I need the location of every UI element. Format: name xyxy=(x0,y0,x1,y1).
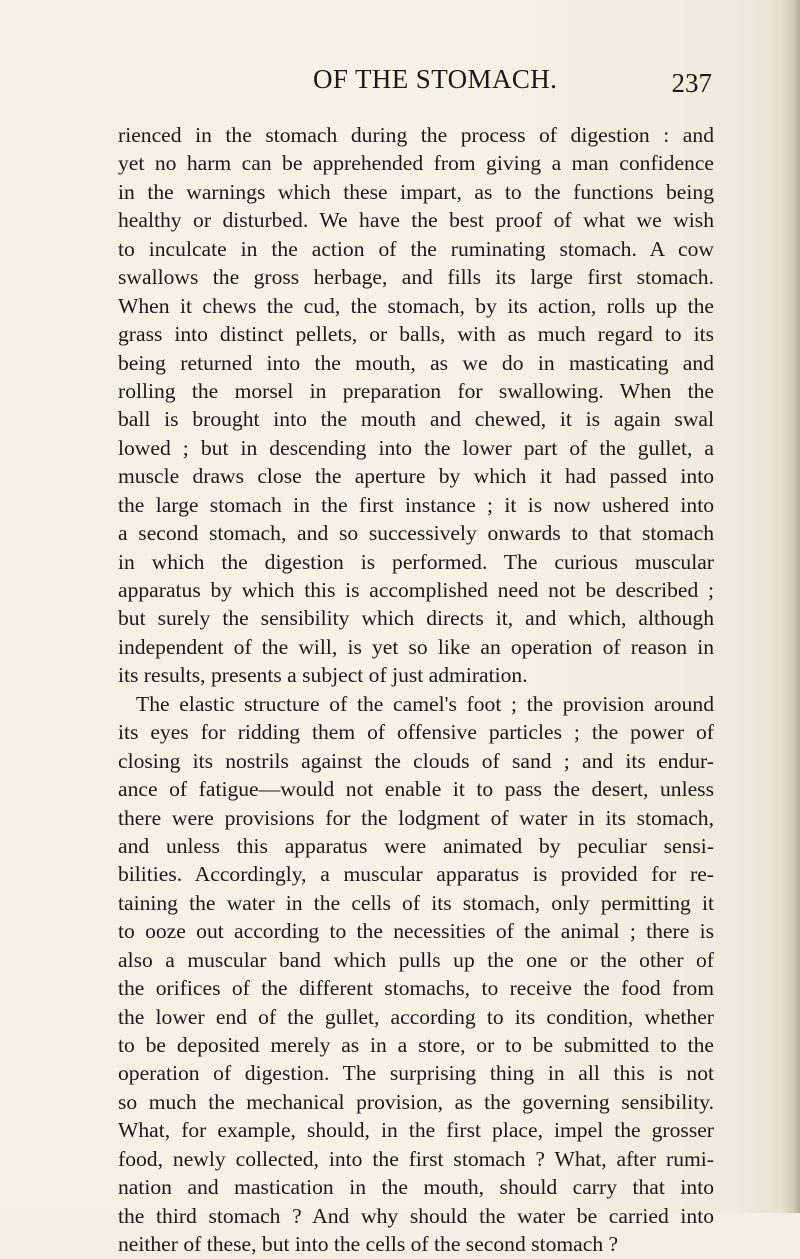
text-line: so much the mechanical provision, as the governing sensibility. xyxy=(118,1089,714,1114)
text-line: and unless this apparatus were animated by peculiar sensi- xyxy=(118,833,714,858)
text-line: yet no harm can be apprehended from giving a man confidence xyxy=(118,151,714,176)
text-line: there were provisions for the lodgment of water in its stomach, xyxy=(118,805,714,830)
text-line: its eyes for ridding them of offensive particles ; the power of xyxy=(118,720,714,745)
text-line: independent of the will, is yet so like an operation of reason in xyxy=(118,634,714,659)
text-line: ball is brought into the mouth and chewed, it is again swal xyxy=(118,407,714,432)
text-line: apparatus by which this is accomplished need not be described ; xyxy=(118,578,714,602)
paragraph-end-line: neither of these, but into the cells of the second stomach ? xyxy=(118,1232,619,1257)
text-line: grass into distinct pellets, or balls, with as much regard to its xyxy=(118,322,714,347)
running-head xyxy=(118,64,712,104)
text-line: What, for example, should, in the first place, impel the grosser xyxy=(118,1118,714,1143)
text-line: to inculcate in the action of the ruminating stomach. A cow xyxy=(118,236,714,261)
text-line: When it chews the cud, the stomach, by its action, rolls up the xyxy=(118,293,714,318)
paragraph-end-line: its results, presents a subject of just admiration. xyxy=(118,663,528,688)
text-line: also a muscular band which pulls up the one or the other of xyxy=(118,947,714,972)
text-line: in the warnings which these impart, as to the functions being xyxy=(118,179,714,204)
text-line: ance of fatigue—would not enable it to pass the desert, unless xyxy=(118,777,714,802)
text-line: swallows the gross herbage, and fills its large first stomach. xyxy=(118,265,714,290)
text-line: lowed ; but in descending into the lower part of the gullet, a xyxy=(118,435,714,460)
text-line: bilities. Accordingly, a muscular apparatus is provided for re- xyxy=(118,862,714,887)
text-line: taining the water in the cells of its stomach, only permitting it xyxy=(118,890,714,915)
text-line: nation and mastication in the mouth, should carry that into xyxy=(118,1175,714,1200)
text-line: healthy or disturbed. We have the best proof of what we wish xyxy=(118,208,714,233)
text-line: being returned into the mouth, as we do in masticating and xyxy=(118,350,714,375)
text-line: operation of digestion. The surprising thing in all this is not xyxy=(118,1061,714,1086)
page-number: 237 xyxy=(671,68,712,98)
text-line: but surely the sensibility which directs it, and which, although xyxy=(118,606,714,631)
text-line: the large stomach in the first instance ; it is now ushered into xyxy=(118,492,714,517)
paragraph-start-line: The elastic structure of the camel's foot ; the provision around xyxy=(136,691,714,716)
text-line: closing its nostrils against the clouds of sand ; and its endur- xyxy=(118,748,714,773)
text-line: rienced in the stomach during the process of digestion : and xyxy=(118,123,714,147)
page-gutter-shadow xyxy=(782,0,800,1213)
text-line: the lower end of the gullet, according to its condition, whether xyxy=(118,1004,714,1029)
text-line: the orifices of the different stomachs, to receive the food from xyxy=(118,976,714,1001)
text-line: rolling the morsel in preparation for swallowing. When the xyxy=(118,378,714,403)
text-line: a second stomach, and so successively onwards to that stomach xyxy=(118,521,714,546)
text-line: in which the digestion is performed. The curious muscular xyxy=(118,549,714,574)
text-line: muscle draws close the aperture by which it had passed into xyxy=(118,464,714,489)
text-line: to be deposited merely as in a store, or to be submitted to the xyxy=(118,1033,714,1057)
running-title: OF THE STOMACH. xyxy=(313,64,558,94)
text-line: food, newly collected, into the first stomach ? What, after rumi- xyxy=(118,1146,714,1171)
text-line: the third stomach ? And why should the water be carried into xyxy=(118,1203,714,1228)
body-text xyxy=(118,121,714,1259)
text-line: to ooze out according to the necessities of the animal ; there is xyxy=(118,919,714,944)
